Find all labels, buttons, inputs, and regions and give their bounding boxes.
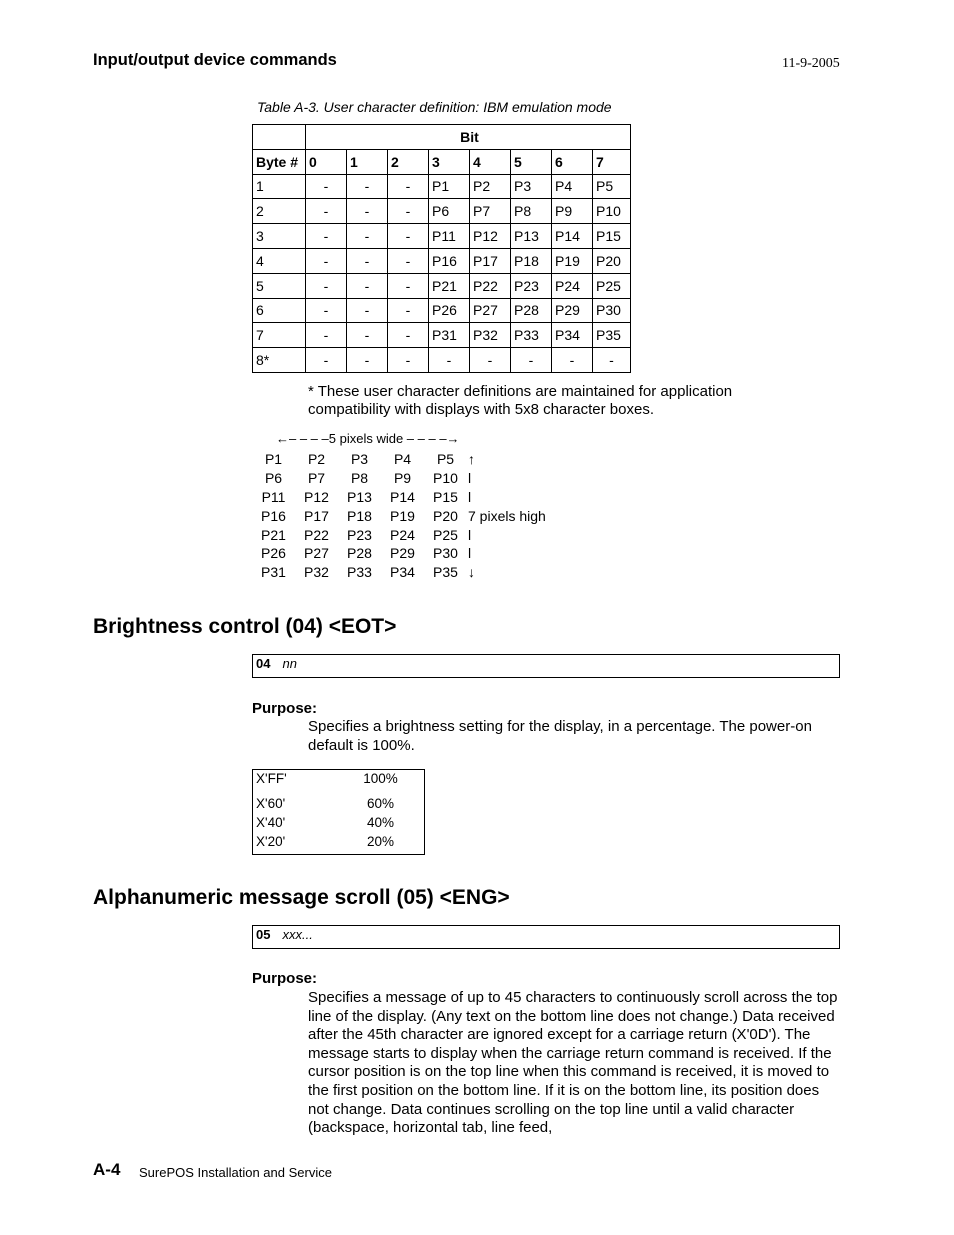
pixel-label: P9 (393, 470, 412, 487)
pixel-label: P28 (347, 545, 372, 562)
pixel-map-row (252, 506, 546, 525)
pixel-label: P22 (304, 526, 329, 543)
bit-cell: - (306, 298, 347, 323)
command-code: 04 (256, 656, 271, 671)
bit-cell: - (306, 224, 347, 249)
brightness-value-row (256, 815, 416, 830)
footer-book-title: SurePOS Installation and Service (139, 1165, 332, 1180)
bit-cell: - (388, 298, 429, 323)
table-corner-cell (253, 125, 306, 150)
pixel-label: P34 (390, 564, 415, 581)
bit-cell: P6 (429, 199, 470, 224)
bit-cell: - (347, 224, 388, 249)
byte-number-cell: 6 (253, 298, 306, 323)
byte-number-cell: 5 (253, 273, 306, 298)
brightness-purpose-text: Specifies a brightness setting for the display, in a percentage. The power-on default is 100%. (308, 718, 812, 754)
bit-cell: P27 (470, 298, 511, 323)
pixel-label: P24 (390, 526, 415, 543)
pixel-label: P1 (264, 451, 283, 468)
bit-cell: - (388, 224, 429, 249)
bit-header: Bit (306, 125, 631, 150)
pixel-label: P3 (350, 451, 369, 468)
table-row (253, 298, 631, 323)
pixel-map-row (252, 488, 546, 507)
pixel-label: P16 (261, 507, 286, 524)
scroll-heading: Alphanumeric message scroll (05) <ENG> (93, 886, 510, 909)
brightness-value-row (256, 796, 416, 811)
pixel-label: P8 (350, 470, 369, 487)
bit-cell: - (306, 348, 347, 373)
pixel-label: P25 (433, 526, 458, 543)
bit-cell: P33 (511, 323, 552, 348)
bit-cell: P2 (470, 174, 511, 199)
byte-number-cell: 7 (253, 323, 306, 348)
pixel-map-grid (252, 450, 546, 582)
user-character-table (252, 124, 631, 373)
pixel-map-row (252, 563, 546, 582)
table-footnote: * These user character definitions are maintained for application compatibility with displays with 5x8 character boxes. (308, 383, 733, 418)
table-bit-header-row (253, 125, 631, 150)
bit-cell: - (552, 348, 593, 373)
pixel-label: P4 (393, 451, 412, 468)
pixel-label: P6 (264, 470, 283, 487)
pixel-label: P23 (347, 526, 372, 543)
bit-cell: P1 (429, 174, 470, 199)
pixel-label: P35 (433, 564, 458, 581)
bit-cell: P25 (593, 273, 631, 298)
byte-number-cell: 4 (253, 248, 306, 273)
table-caption: Table A-3. User character definition: IBM emulation mode (257, 99, 612, 115)
bit-cell: - (306, 174, 347, 199)
bit-cell: P35 (593, 323, 631, 348)
bit-cell: - (347, 248, 388, 273)
bit-cell: P17 (470, 248, 511, 273)
bit-cell: P20 (593, 248, 631, 273)
pixel-label: P30 (433, 545, 458, 562)
bit-cell: P10 (593, 199, 631, 224)
bit-col-header: 2 (388, 149, 429, 174)
bit-cell: P9 (552, 199, 593, 224)
bit-col-header: 3 (429, 149, 470, 174)
pixel-label: P13 (347, 488, 372, 505)
bit-col-header: 4 (470, 149, 511, 174)
pixel-map-row (252, 544, 546, 563)
bit-cell: - (388, 199, 429, 224)
brightness-value: 20% (366, 834, 395, 849)
bit-cell: - (347, 199, 388, 224)
bit-cell: - (388, 174, 429, 199)
table-row (253, 199, 631, 224)
bit-cell: - (388, 348, 429, 373)
brightness-values-box (252, 769, 425, 855)
bit-col-header: 6 (552, 149, 593, 174)
pixel-map-row (252, 525, 546, 544)
bit-cell: P24 (552, 273, 593, 298)
pixel-height-indicator: l (468, 470, 472, 487)
bit-cell: - (470, 348, 511, 373)
bit-cell: - (388, 248, 429, 273)
bit-cell: P7 (470, 199, 511, 224)
brightness-value: 100% (363, 771, 398, 786)
bit-cell: P29 (552, 298, 593, 323)
pixel-map-row (252, 469, 546, 488)
bit-cell: P4 (552, 174, 593, 199)
bit-cell: P16 (429, 248, 470, 273)
table-row (253, 224, 631, 249)
bit-cell: P22 (470, 273, 511, 298)
brightness-value: 60% (366, 796, 395, 811)
bit-cell: - (388, 273, 429, 298)
bit-cell: P34 (552, 323, 593, 348)
pixel-height-indicator: l (468, 488, 472, 505)
page-number: A-4 (93, 1160, 121, 1179)
bit-cell: - (306, 323, 347, 348)
table-row (253, 348, 631, 373)
purpose-label: Purpose: (252, 700, 318, 717)
scroll-purpose-text: Specifies a message of up to 45 characters to continuously scroll across the top line of the display. (Any text on the bottom line does not change.) Data received after the 45th character are ignored except for a carriage return (X'0D'). The message starts to display when the carriage return command is received. If the cursor position is on the top line when this command is received, it is moved to the first position on the bottom line. If it is on the bottom line, its position does not change. Data continues scrolling on the top line until a valid character (backspace, horizontal tab, line feed, (308, 989, 838, 1137)
bit-cell: P32 (470, 323, 511, 348)
purpose-label: Purpose: (252, 970, 318, 987)
bit-cell: - (429, 348, 470, 373)
bit-cell: - (511, 348, 552, 373)
bit-cell: P5 (593, 174, 631, 199)
pixel-height-indicator: 7 pixels high (468, 507, 546, 524)
pixel-label: P29 (390, 545, 415, 562)
byte-number-cell: 8* (253, 348, 306, 373)
brightness-key: X'40' (256, 815, 286, 830)
table-row (253, 273, 631, 298)
bit-cell: P30 (593, 298, 631, 323)
bit-col-header: 7 (593, 149, 631, 174)
pixel-label: P11 (261, 488, 286, 505)
bit-cell: P11 (429, 224, 470, 249)
pixel-label: P10 (433, 470, 458, 487)
bit-cell: - (347, 348, 388, 373)
pixel-height-indicator: l (468, 545, 472, 562)
pixel-width-label: ←– – – –5 pixels wide – – – –→ (276, 431, 460, 446)
byte-number-cell: 1 (253, 174, 306, 199)
bit-cell: P28 (511, 298, 552, 323)
brightness-key: X'60' (256, 796, 286, 811)
bit-cell: P12 (470, 224, 511, 249)
scroll-command-box (252, 925, 840, 949)
pixel-height-indicator: ↓ (468, 564, 475, 581)
bit-cell: P3 (511, 174, 552, 199)
bit-cell: P8 (511, 199, 552, 224)
pixel-label: P26 (261, 545, 286, 562)
table-row (253, 248, 631, 273)
pixel-label: P2 (307, 451, 326, 468)
bit-cell: P13 (511, 224, 552, 249)
pixel-label: P33 (347, 564, 372, 581)
table-row (253, 174, 631, 199)
bit-cell: P26 (429, 298, 470, 323)
bit-cell: P23 (511, 273, 552, 298)
table-column-header-row (253, 149, 631, 174)
pixel-label: P18 (347, 507, 372, 524)
pixel-label: P19 (390, 507, 415, 524)
brightness-value-row (256, 834, 416, 849)
pixel-height-indicator: l (468, 526, 472, 543)
command-code: 05 (256, 927, 271, 942)
command-argument: xxx... (282, 927, 313, 942)
pixel-label: P21 (261, 526, 286, 543)
bit-cell: - (306, 273, 347, 298)
brightness-key: X'20' (256, 834, 286, 849)
pixel-label: P12 (304, 488, 329, 505)
bit-cell: - (347, 273, 388, 298)
pixel-label: P14 (390, 488, 415, 505)
brightness-value-row (256, 771, 416, 786)
bit-cell: - (306, 248, 347, 273)
brightness-value: 40% (366, 815, 395, 830)
brightness-heading: Brightness control (04) <EOT> (93, 615, 397, 638)
bit-cell: - (593, 348, 631, 373)
section-header-title: Input/output device commands (93, 51, 337, 69)
pixel-label: P31 (261, 564, 286, 581)
bit-cell: - (306, 199, 347, 224)
bit-col-header: 1 (347, 149, 388, 174)
byte-header: Byte # (253, 149, 306, 174)
pixel-label: P7 (307, 470, 326, 487)
brightness-key: X'FF' (256, 771, 287, 786)
brightness-command-box (252, 654, 840, 678)
header-date: 11-9-2005 (782, 56, 840, 71)
bit-cell: P19 (552, 248, 593, 273)
bit-col-header: 5 (511, 149, 552, 174)
pixel-label: P32 (304, 564, 329, 581)
bit-cell: P14 (552, 224, 593, 249)
byte-number-cell: 2 (253, 199, 306, 224)
bit-cell: P31 (429, 323, 470, 348)
bit-cell: - (347, 323, 388, 348)
pixel-height-indicator: ↑ (468, 451, 475, 468)
bit-cell: P18 (511, 248, 552, 273)
pixel-label: P17 (304, 507, 329, 524)
pixel-label: P27 (304, 545, 329, 562)
bit-cell: P15 (593, 224, 631, 249)
bit-col-header: 0 (306, 149, 347, 174)
bit-cell: - (347, 298, 388, 323)
bit-cell: P21 (429, 273, 470, 298)
pixel-label: P15 (433, 488, 458, 505)
bit-cell: - (347, 174, 388, 199)
command-argument: nn (282, 656, 297, 671)
bit-cell: - (388, 323, 429, 348)
pixel-label: P20 (433, 507, 458, 524)
pixel-map-row (252, 450, 546, 469)
table-row (253, 323, 631, 348)
pixel-label: P5 (436, 451, 455, 468)
byte-number-cell: 3 (253, 224, 306, 249)
